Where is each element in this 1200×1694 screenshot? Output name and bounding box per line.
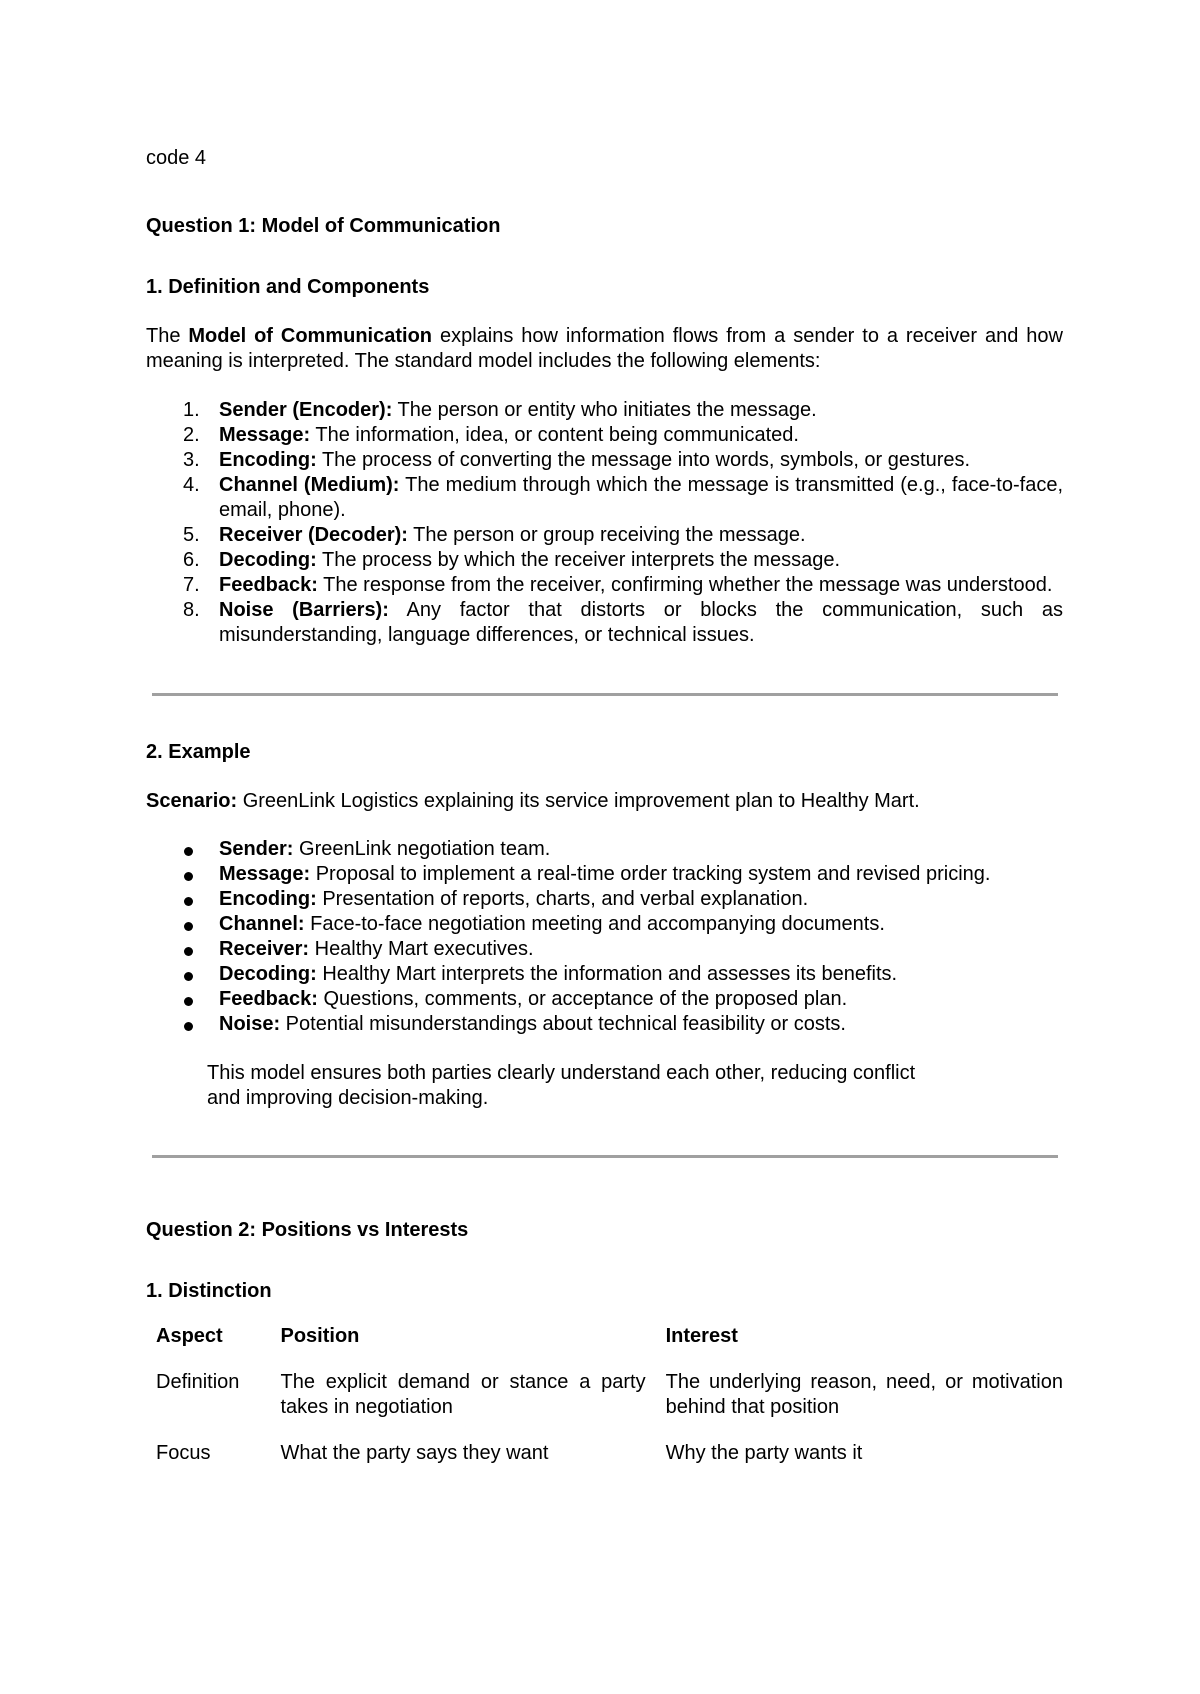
section-definition-title: 1. Definition and Components [146, 276, 430, 298]
list-item [146, 937, 1063, 962]
list-text: The medium through which the message is transmitted (e.g., face-to-face, email, phone). [219, 474, 1063, 521]
list-item [146, 598, 1063, 648]
list-term: Receiver: [219, 938, 310, 960]
closing-line-1: This model ensures both parties clearly understand each other, reducing conflict [207, 1062, 916, 1084]
bullet-icon [184, 972, 193, 981]
bullet-icon [184, 847, 193, 856]
list-term: Message: [219, 863, 311, 885]
list-item [146, 448, 1063, 473]
list-text: Healthy Mart interprets the information and assesses its benefits. [316, 963, 898, 985]
intro-bold-term: Model of Communication [188, 325, 433, 347]
list-item [146, 862, 1063, 887]
example-list [146, 837, 1063, 1037]
list-item [146, 398, 1063, 423]
list-item [146, 912, 1063, 937]
question-2-title: Question 2: Positions vs Interests [146, 1219, 469, 1241]
table-row [146, 1441, 1063, 1487]
list-number: 2. [183, 424, 200, 446]
bullet-icon [184, 922, 193, 931]
list-item [146, 523, 1063, 548]
components-list [146, 398, 1063, 648]
list-term: Decoding: [219, 963, 317, 985]
table-cell: The underlying reason, need, or motivation behind that position [665, 1371, 1063, 1418]
table-header-cell: Aspect [156, 1325, 223, 1347]
bullet-icon [184, 947, 193, 956]
bullet-icon [184, 1022, 193, 1031]
list-number: 8. [183, 599, 200, 621]
scenario-text: GreenLink Logistics explaining its service improvement plan to Healthy Mart. [237, 790, 920, 812]
list-item [146, 837, 1063, 862]
list-text: The response from the receiver, confirming whether the message was understood. [317, 574, 1053, 596]
list-text: Healthy Mart executives. [309, 938, 534, 960]
question-1-title: Question 1: Model of Communication [146, 215, 501, 237]
list-item [146, 987, 1063, 1012]
list-term: Sender: [219, 838, 294, 860]
table-row [146, 1370, 1063, 1441]
table-cell: Definition [156, 1371, 240, 1393]
table-header-cell: Interest [665, 1325, 738, 1347]
table-header-row [146, 1324, 1063, 1370]
closing-line-2: and improving decision-making. [207, 1087, 489, 1109]
section-example-title: 2. Example [146, 741, 251, 763]
list-text: Presentation of reports, charts, and verbal explanation. [316, 888, 809, 910]
list-term: Noise: [219, 1013, 281, 1035]
table-cell: What the party says they want [280, 1442, 549, 1464]
list-text: The process by which the receiver interprets the message. [316, 549, 840, 571]
list-term: Decoding: [219, 549, 317, 571]
list-term: Channel (Medium): [219, 474, 400, 496]
list-term: Feedback: [219, 574, 318, 596]
distinction-table [146, 1324, 1063, 1487]
list-number: 1. [183, 399, 200, 421]
horizontal-rule [152, 693, 1058, 696]
intro-paragraph [146, 324, 1063, 374]
list-term: Noise (Barriers): [219, 599, 389, 621]
bullet-icon [184, 997, 193, 1006]
closing-paragraph [207, 1061, 1063, 1111]
list-number: 5. [183, 524, 200, 546]
document-code-label: code 4 [146, 147, 207, 169]
list-number: 3. [183, 449, 200, 471]
table-cell: Focus [156, 1442, 211, 1464]
list-text: The person or entity who initiates the message. [392, 399, 817, 421]
list-item [146, 573, 1063, 598]
list-item [146, 962, 1063, 987]
section-distinction-title: 1. Distinction [146, 1280, 272, 1302]
list-number: 6. [183, 549, 200, 571]
list-item [146, 423, 1063, 448]
table-cell: The explicit demand or stance a party takes in negotiation [280, 1371, 646, 1418]
list-text: The process of converting the message into words, symbols, or gestures. [316, 449, 971, 471]
list-item [146, 1012, 1063, 1037]
bullet-icon [184, 897, 193, 906]
list-text: The information, idea, or content being communicated. [310, 424, 799, 446]
list-number: 7. [183, 574, 200, 596]
list-item [146, 548, 1063, 573]
scenario-paragraph [146, 789, 1063, 814]
list-term: Encoding: [219, 888, 317, 910]
list-term: Encoding: [219, 449, 317, 471]
list-item [146, 473, 1063, 523]
document-content [146, 146, 1063, 1487]
list-text: Any factor that distorts or blocks the communication, such as misunderstanding, language differences, or technical issues. [219, 599, 1063, 646]
table-cell: Why the party wants it [665, 1442, 863, 1464]
bullet-icon [184, 872, 193, 881]
list-term: Message: [219, 424, 311, 446]
horizontal-rule [152, 1155, 1058, 1158]
list-item [146, 887, 1063, 912]
list-text: The person or group receiving the message. [407, 524, 806, 546]
list-text: Questions, comments, or acceptance of the proposed plan. [317, 988, 848, 1010]
list-text: Potential misunderstandings about technical feasibility or costs. [280, 1013, 846, 1035]
list-term: Receiver (Decoder): [219, 524, 408, 546]
list-text: Face-to-face negotiation meeting and accompanying documents. [304, 913, 885, 935]
list-number: 4. [183, 474, 200, 496]
list-term: Sender (Encoder): [219, 399, 393, 421]
table-header-cell: Position [280, 1325, 360, 1347]
intro-pre: The [146, 325, 189, 347]
list-term: Channel: [219, 913, 305, 935]
list-term: Feedback: [219, 988, 318, 1010]
scenario-label: Scenario: [146, 790, 238, 812]
list-text: GreenLink negotiation team. [293, 838, 551, 860]
intro-post: explains how information flows from a sender to a receiver and how meaning is interpreted. The standard model includes the following elements: [146, 325, 1063, 372]
list-text: Proposal to implement a real-time order tracking system and revised pricing. [310, 863, 991, 885]
